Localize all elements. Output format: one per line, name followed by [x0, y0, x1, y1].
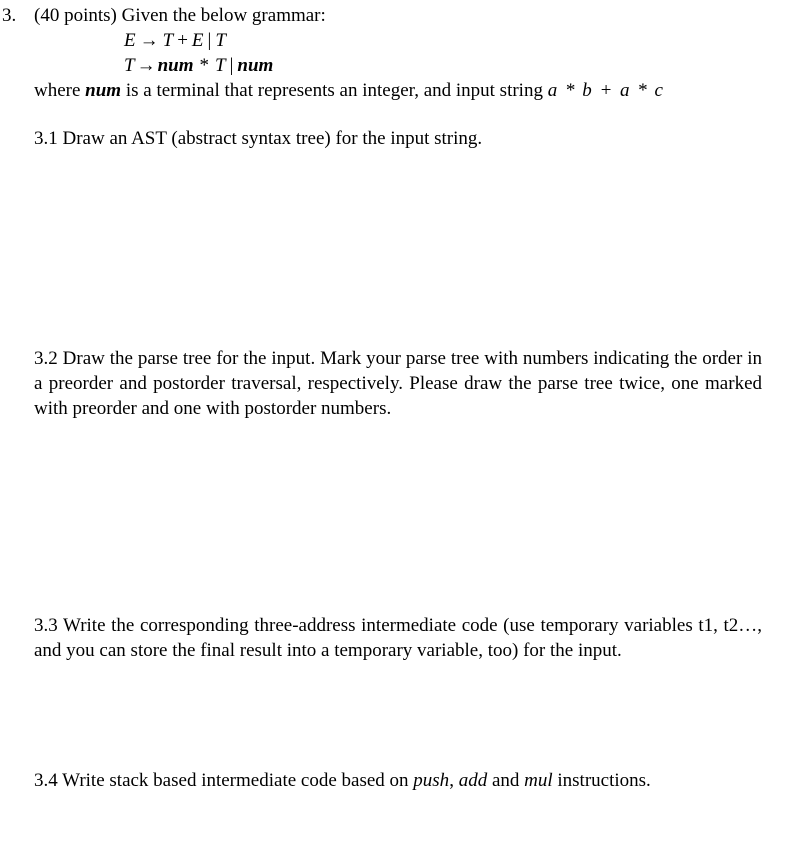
rule2-arrow: →: [136, 55, 156, 76]
part-3-1: 3.1 Draw an AST (abstract syntax tree) for the input string.: [34, 128, 483, 149]
where-middle: is a terminal that represents an integer, and input string: [125, 80, 543, 101]
rule2-bar: |: [229, 55, 234, 76]
where-num: num: [85, 80, 122, 101]
where-line: [34, 80, 663, 102]
rule2-num-2: num: [237, 55, 274, 76]
part-3-4-suffix: instructions.: [557, 770, 651, 791]
input-expression: a * b + a * c: [547, 80, 663, 101]
rule1-bar: |: [207, 30, 212, 51]
part-3-4-and: and: [491, 770, 520, 791]
where-prefix: where: [34, 80, 81, 101]
rule1-lhs: E: [124, 30, 136, 51]
part-3-4: [34, 770, 651, 792]
rule1-plus: +: [177, 30, 188, 51]
grammar-rule-1: [124, 30, 226, 52]
rule1-rhs-a: T: [162, 30, 174, 51]
rule2-lhs: T: [124, 55, 135, 76]
rule2-rhs-t: T: [215, 55, 226, 76]
part-3-2: 3.2 Draw the parse tree for the input. Mark your parse tree with numbers indicating the order in a preorder and postorder traversal, respectively. Please draw the parse tree twice, one marked with preorder and one with postorder numbers.: [34, 348, 762, 419]
part-3-4-prefix: 3.4 Write stack based intermediate code based on: [34, 770, 409, 791]
push-instruction: push: [413, 770, 450, 791]
rule2-star: *: [199, 55, 209, 76]
rule1-rhs-c: T: [215, 30, 226, 51]
part-3-3: 3.3 Write the corresponding three-address intermediate code (use temporary variables t1, t2…, and you can store the final result into a temporary variable, too) for the input.: [34, 615, 762, 661]
grammar-rule-2: [124, 55, 273, 77]
mul-instruction: mul: [524, 770, 553, 791]
rule2-num-1: num: [157, 55, 194, 76]
rule1-arrow: →: [139, 30, 159, 51]
question-number: 3.: [2, 5, 17, 26]
rule1-rhs-b: E: [191, 30, 204, 51]
add-instruction: add: [458, 770, 488, 791]
question-heading: (40 points) Given the below grammar:: [34, 5, 326, 26]
part-3-4-comma: ,: [449, 770, 454, 791]
